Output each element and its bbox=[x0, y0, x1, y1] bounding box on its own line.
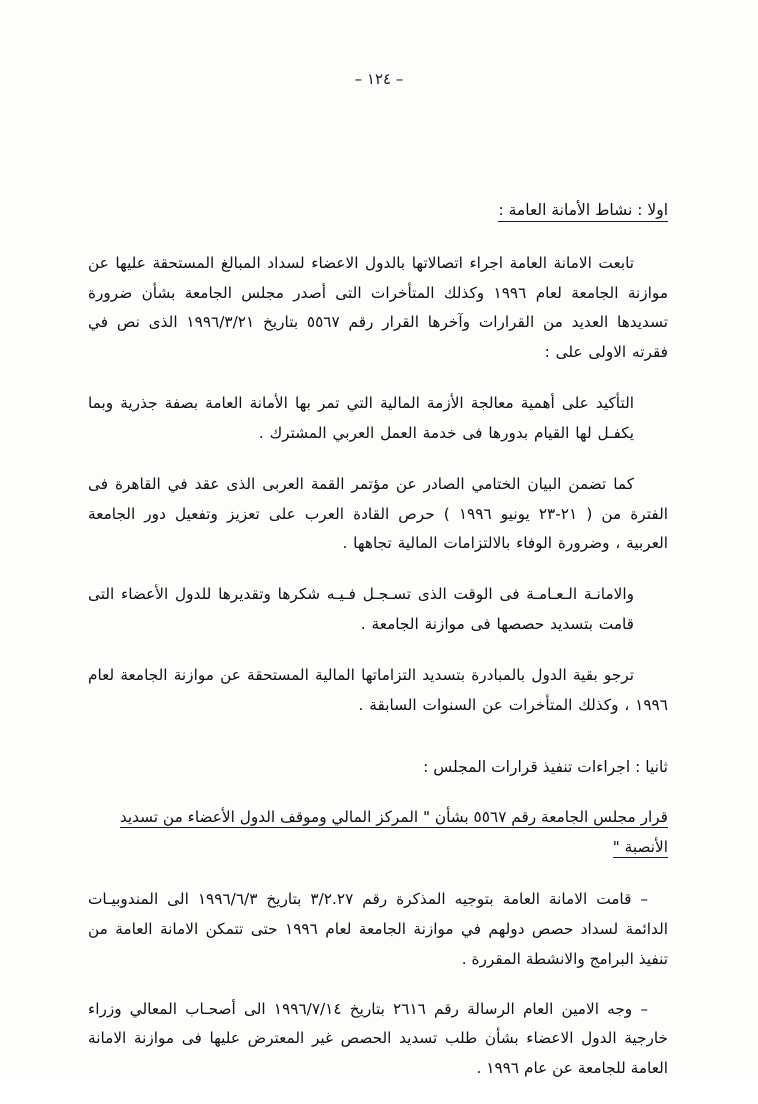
section-two-heading bbox=[88, 755, 668, 780]
paragraph-1: تابعت الامانة العامة اجراء اتصالاتها بالدول الاعضاء لسداد المبالغ المستحقة عليها عن موازنة الجامعة لعام ١٩٩٦ وكذلك المتأخرات التى أصدر مجلس الجامعة بشأن ضرورة تسديدها العديد من القرارات وآخرها القرار رقم ٥٥٦٧ بتاريخ ١٩٩٦/٣/٢١ الذى نص في فقرته الاولى على : bbox=[88, 253, 669, 362]
section-one-heading bbox=[88, 198, 668, 223]
section-two-heading-text: ثانيا : اجراءات تنفيذ قرارات المجلس : bbox=[423, 757, 668, 776]
decision-title-text: قرار مجلس الجامعة رقم ٥٥٦٧ بشأن " المركز المالي وموقف الدول الأعضاء من تسديد الأنصبة " bbox=[119, 808, 668, 857]
paragraph-3: كما تضمن البيان الختامي الصادر عن مؤتمر القمة العربى الذى عقد في القاهرة فى الفترة من ( ٢١-٢٣ يونيو ١٩٩٦ ) حرص القادة العرب على تعزيز وتفعيل دور الجامعة العربية ، وضرورة الوفاء بالالتزامات المالية تجاهها . bbox=[88, 474, 668, 553]
list-item: – قامت الامانة العامة بتوجيه المذكرة رقم ٣/٢.٢٧ بتاريخ ١٩٩٦/٦/٣ الى المندوبيـات الدائمة لسداد حصص دولهم في موازنة الجامعة لعام ١٩٩٦ حتى تتمكن الامانة العامة من تنفيذ البرامج والانشطة المقررة . bbox=[88, 890, 668, 968]
paragraph-5: ترجو بقية الدول بالمبادرة بتسديد التزاماتها المالية المستحقة عن موازنة الجامعة لعام ١٩٩٦ ، وكذلك المتأخرات عن السنوات السابقة . bbox=[88, 665, 668, 714]
section-one-heading-text: اولا : نشاط الأمانة العامة : bbox=[498, 201, 668, 222]
decision-title bbox=[88, 803, 668, 863]
list-item: – وجه الامين العام الرسالة رقم ٢٦١٦ بتاريخ ١٩٩٦/٧/١٤ الى أصحـاب المعالي وزراء خارجية الدول الاعضاء بشأن طلب تسديد الحصص غير المعترض عليها فى موازنة الامانة العامة للجامعة عن عام ١٩٩٦ . bbox=[88, 999, 668, 1078]
document-body bbox=[88, 198, 668, 1104]
paragraph-2: التأكيد على أهمية معالجة الأزمة المالية التي تمر بها الأمانة العامة بصفة جذرية وبما يكفـل لها القيام بدورها فى خدمة العمل العربي المشترك . bbox=[88, 394, 634, 442]
page-number: – ١٢٤ – bbox=[354, 70, 404, 88]
paragraph-4: والامانـة الـعـامـة فى الوقت الذى تسـجـل فـيـه شكرها وتقديرها للدول الأعضاء التى قامت بتسديد حصصها فى موازنة الجامعة . bbox=[88, 585, 634, 634]
